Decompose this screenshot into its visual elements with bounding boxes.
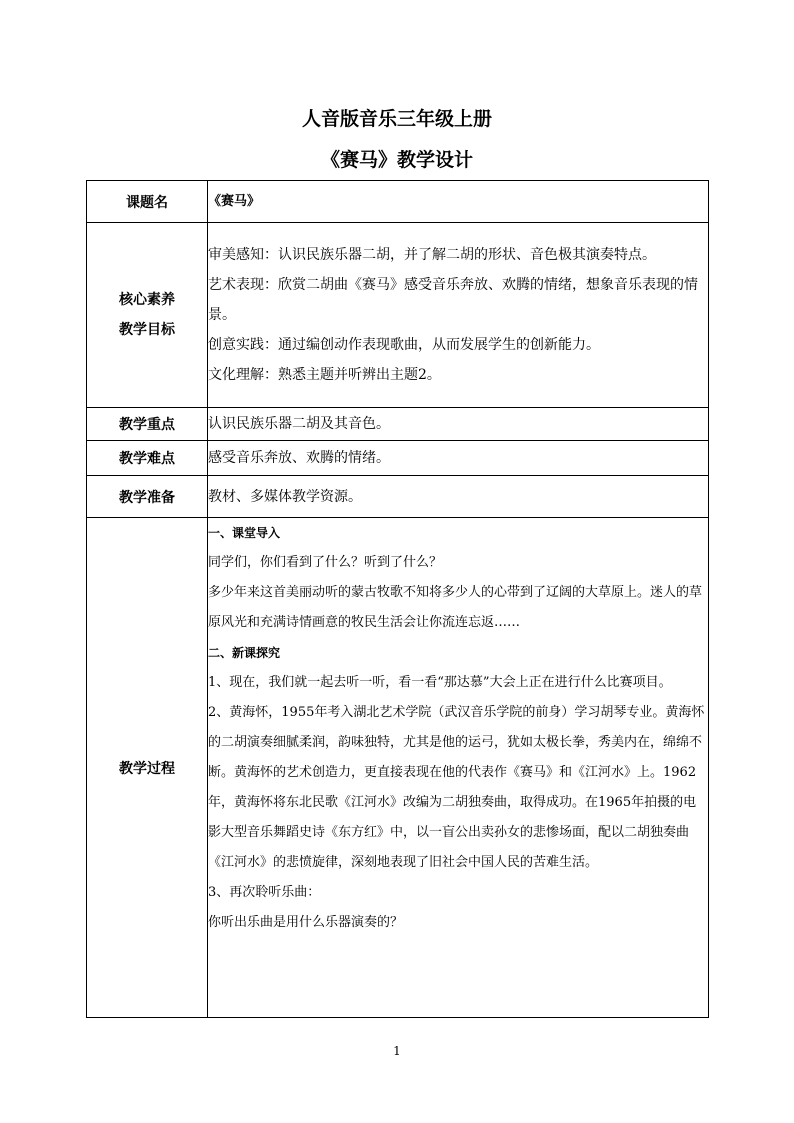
key-points-label: 教学重点 xyxy=(87,408,208,441)
difficulties-label: 教学难点 xyxy=(87,441,208,476)
goal-culture: 文化理解：熟悉主题并听辨出主题2。 xyxy=(208,367,441,383)
key-points-value: 认识民族乐器二胡及其音色。 xyxy=(208,408,709,441)
explore-item-3: 3、再次聆听乐曲： xyxy=(208,885,321,900)
explore-item-2: 2、黄海怀，1955年考入湖北艺术学院（武汉音乐学院的前身）学习胡琴专业。黄海怀的二胡演奏细腻柔润，韵味独特，尤其是他的运弓，犹如太极长拳，秀美内在，绵绵不断。黄海怀的艺术创造力，更直接表现在他的代表作《赛马》和《江河水》上。1962年，黄海怀将东北民歌《江河水》改编为二胡独奏曲，取得成功。在1965年拍摄的电影大型音乐舞蹈史诗《东方红》中，以一盲公出卖孙女的悲惨场面，配以二胡独奏曲《江河水》的悲愤旋律，深刻地表现了旧社会中国人民的苦难生活。 xyxy=(208,705,705,870)
goals-label-line1: 核心素养 xyxy=(119,292,175,308)
topic-value xyxy=(208,181,709,223)
process-content xyxy=(208,518,709,1018)
table-row-goals xyxy=(87,223,709,408)
explore-item-1: 1、现在，我们就一起去听一听，看一看“那达慕”大会上正在进行什么比赛项目。 xyxy=(208,675,672,690)
table-row-process xyxy=(87,518,709,1018)
preparation-value: 教材、多媒体教学资源。 xyxy=(208,476,709,518)
preparation-label: 教学准备 xyxy=(87,476,208,518)
document-title: 人音版音乐三年级上册 xyxy=(301,108,492,130)
difficulties-value: 感受音乐奔放、欢腾的情绪。 xyxy=(208,441,709,476)
table-row-difficulties xyxy=(87,441,709,476)
table-row-key-points xyxy=(87,408,709,441)
process-label: 教学过程 xyxy=(87,518,208,1018)
topic-label: 课题名 xyxy=(87,181,208,223)
explore-question: 你听出乐曲是用什么乐器演奏的？ xyxy=(208,915,404,930)
table-row-preparation xyxy=(87,476,709,518)
section-title-intro: 一、课堂导入 xyxy=(208,526,281,540)
goal-creative: 创意实践：通过编创动作表现歌曲，从而发展学生的创新能力。 xyxy=(208,337,600,353)
goal-expression: 艺术表现：欣赏二胡曲《赛马》感受音乐奔放、欢腾的情绪，想象音乐表现的情景。 xyxy=(208,277,698,323)
goal-aesthetic: 审美感知：认识民族乐器二胡，并了解二胡的形状、音色极其演奏特点。 xyxy=(208,247,656,263)
goals-label xyxy=(87,223,208,408)
lesson-plan-table xyxy=(86,180,709,1018)
table-row-topic xyxy=(87,181,709,223)
intro-line-1: 同学们，你们看到了什么？听到了什么？ xyxy=(208,555,443,570)
section-title-explore: 二、新课探究 xyxy=(208,646,281,660)
page-number: 1 xyxy=(393,1044,401,1058)
goals-content xyxy=(208,223,709,408)
intro-line-2: 多少年来这首美丽动听的蒙古牧歌不知将多少人的心带到了辽阔的大草原上。迷人的草原风光和充满诗情画意的牧民生活会让你流连忘返…… xyxy=(208,585,703,630)
document-subtitle: 《赛马》教学设计 xyxy=(320,149,473,171)
topic-value-text: 《赛马》 xyxy=(208,194,261,209)
goals-label-line2: 教学目标 xyxy=(119,322,175,338)
